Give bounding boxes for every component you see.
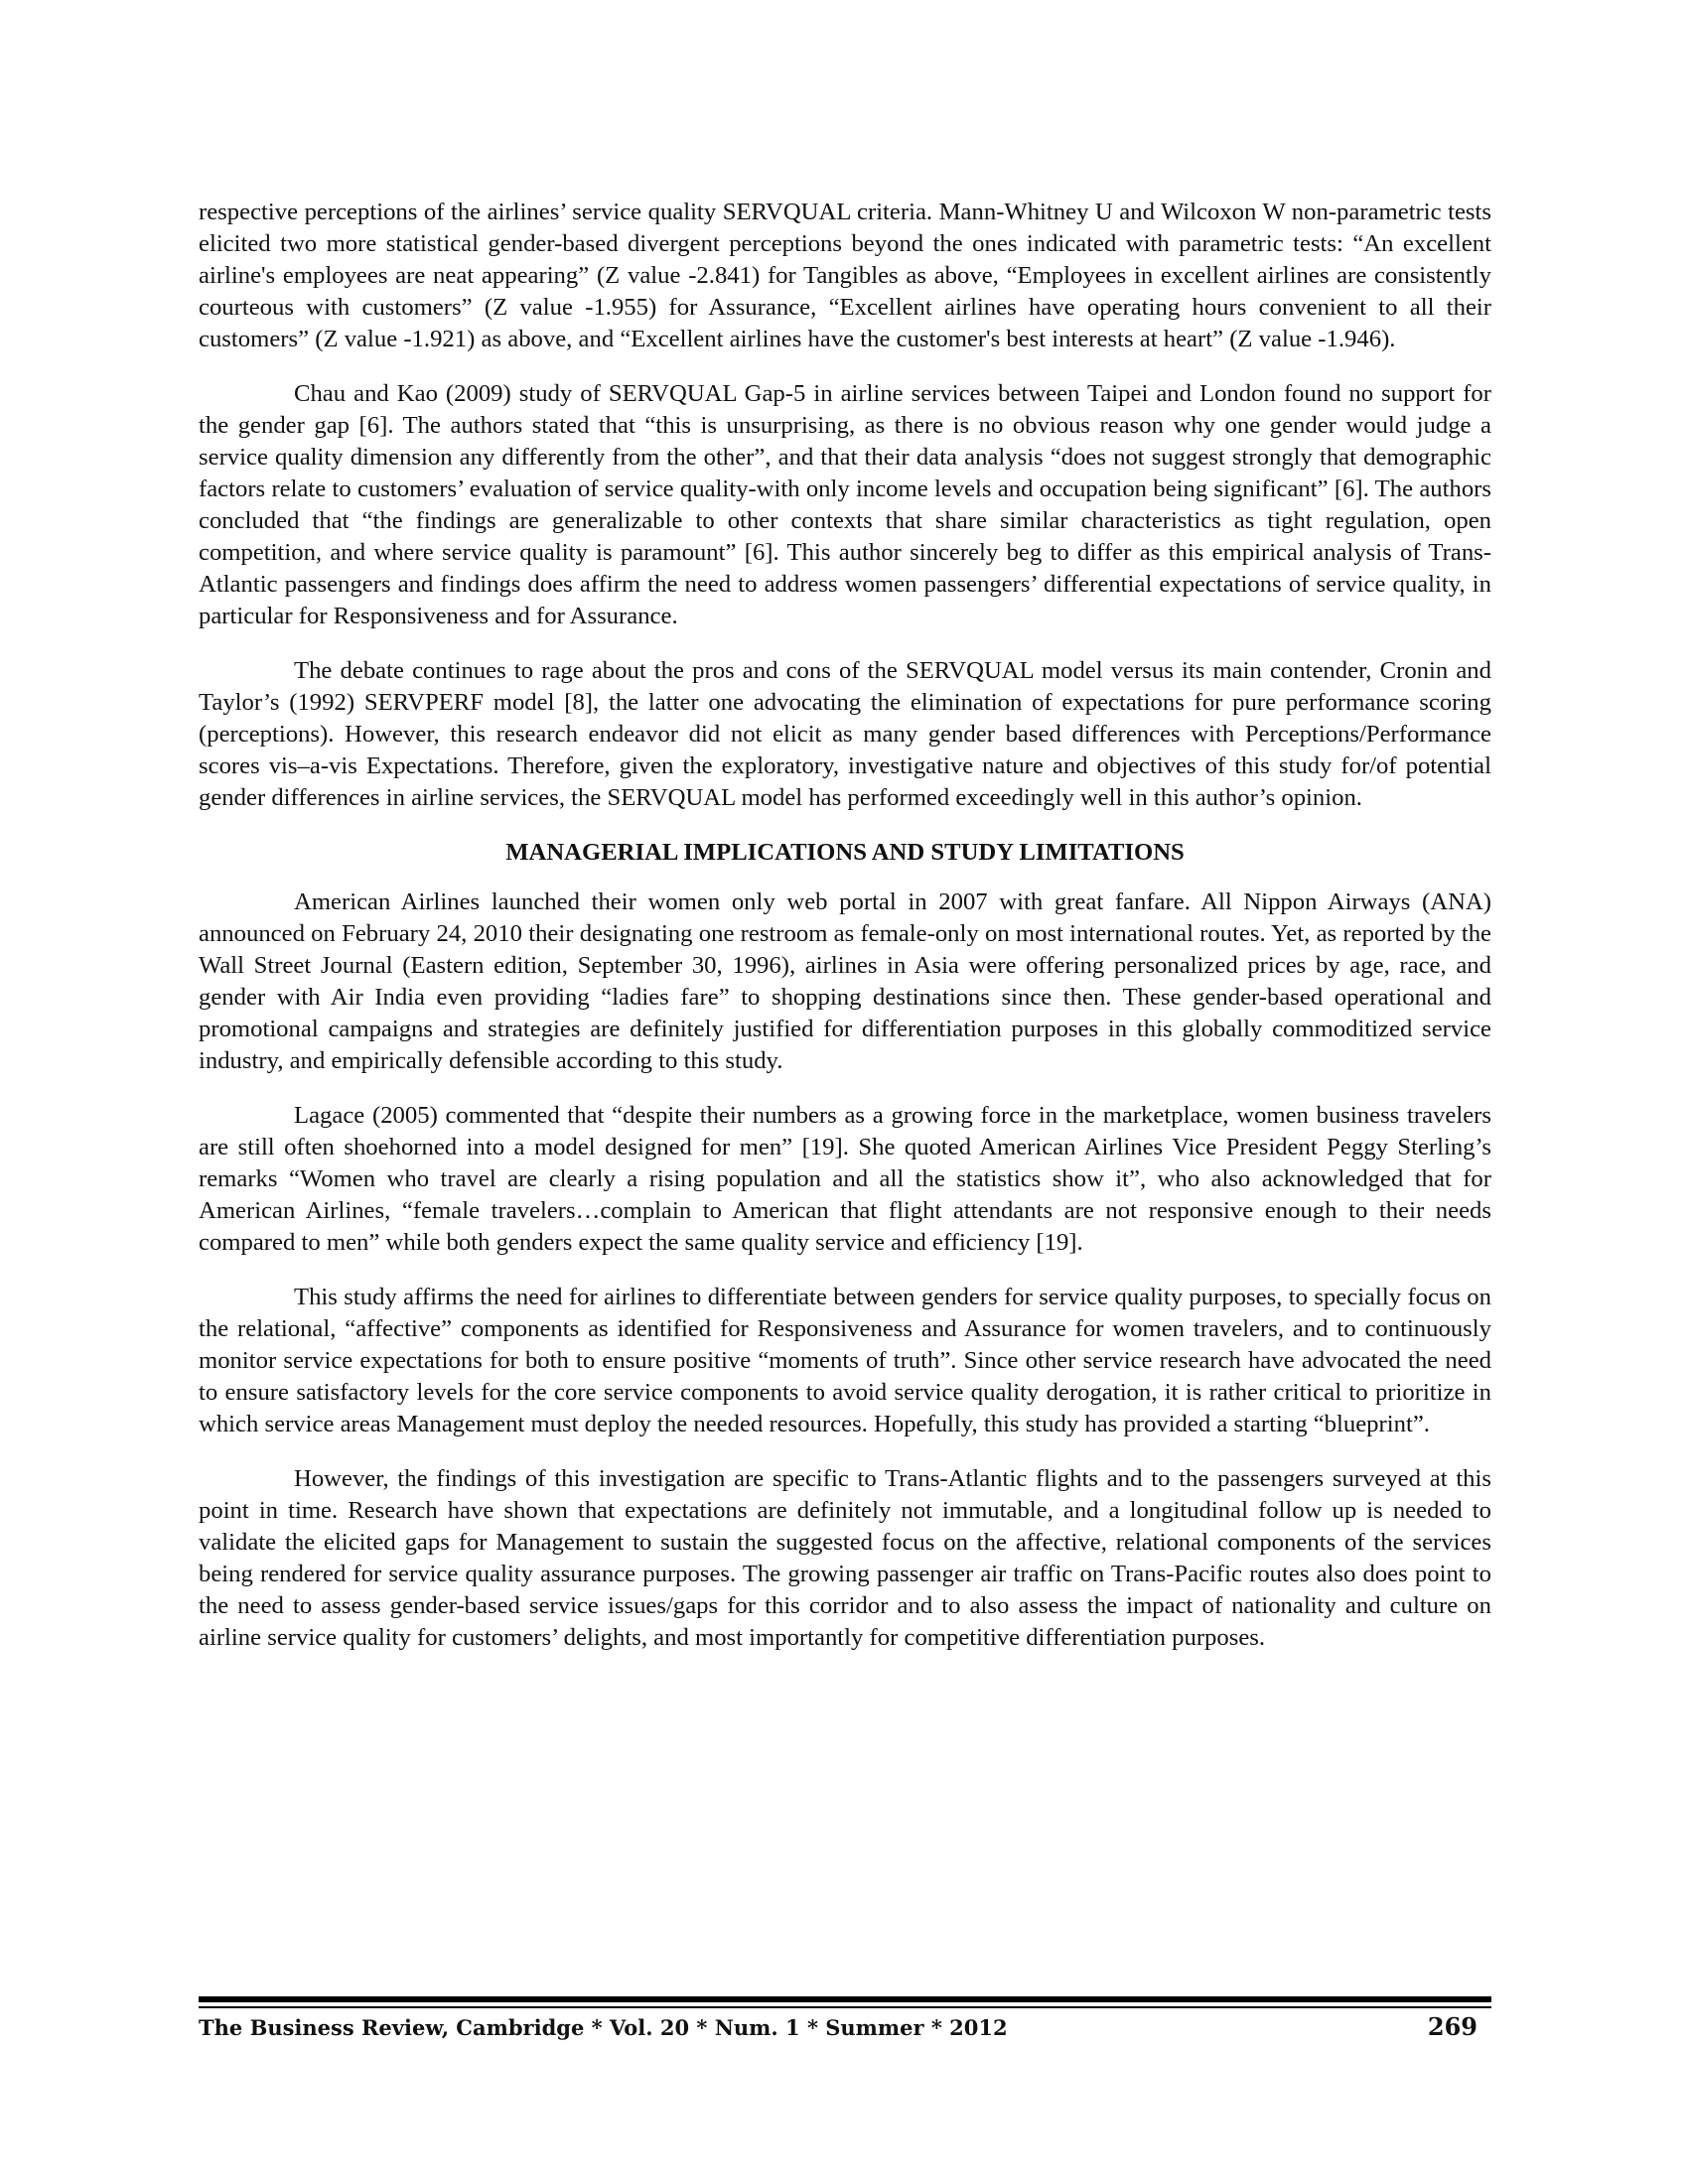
paragraph-chau-kao: Chau and Kao (2009) study of SERVQUAL Gap-5 in airline services between Taipei and London found no support for the gender gap [6]. The authors stated that “this is unsurprising, as there is no obvious reason why one gender would judge a service quality dimension any differently from the other”, and that their data analysis “does not suggest strongly that demographic factors relate to customers’ evaluation of service quality-with only income levels and occupation being significant” [6]. The authors concluded that “the findings are generalizable to other contexts that share similar characteristics as tight regulation, open competition, and where service quality is paramount” [6]. This author sincerely beg to differ as this empirical analysis of Trans-Atlantic passengers and findings does affirm the need to address women passengers’ differential expectations of service quality, in particular for Responsiveness and for Assurance. (199, 380, 1491, 629)
paragraph-study-affirms: This study affirms the need for airlines to differentiate between genders for service quality purposes, to specially focus on the relational, “affective” components as identified for Responsiveness and Assurance for women travelers, and to continuously monitor service expectations for both to ensure positive “moments of truth”. Since other service research have advocated the need to ensure satisfactory levels for the core service components to avoid service quality derogation, it is rather critical to prioritize in which service areas Management must deploy the needed resources. Hopefully, this study has provided a starting “blueprint”. (199, 1284, 1491, 1437)
paragraph-american-airlines: American Airlines launched their women only web portal in 2007 with great fanfare. All Nippon Airways (ANA) announced on February 24, 2010 their designating one restroom as female-only on most international routes. Yet, as reported by the Wall Street Journal (Eastern edition, September 30, 1996), airlines in Asia were offering personalized prices by age, race, and gender with Air India even providing “ladies fare” to shopping destinations since then. These gender-based operational and promotional campaigns and strategies are definitely justified for differentiation purposes in this globally commoditized service industry, and empirically defensible according to this study. (199, 888, 1491, 1074)
page-footer (199, 2012, 1491, 2041)
paragraph-continued: respective perceptions of the airlines’ service quality SERVQUAL criteria. Mann-Whitney U and Wilcoxon W non-parametric tests elicited two more statistical gender-based divergent perceptions beyond the ones indicated with parametric tests: “An excellent airline's employees are neat appearing” (Z value -2.841) for Tangibles as above, “Employees in excellent airlines are consistently courteous with customers” (Z value -1.955) for Assurance, “Excellent airlines have operating hours convenient to all their customers” (Z value -1.921) as above, and “Excellent airlines have the customer's best interests at heart” (Z value -1.946). (199, 199, 1491, 352)
page-number: 269 (1427, 2012, 1477, 2041)
section-heading: MANAGERIAL IMPLICATIONS AND STUDY LIMITATIONS (505, 839, 1185, 866)
article-body (199, 197, 1491, 1677)
footer-rule-thick (199, 1996, 1491, 2002)
footer-rule-thin (199, 2006, 1491, 2008)
paragraph-limitations: However, the findings of this investigation are specific to Trans-Atlantic flights and to the passengers surveyed at this point in time. Research have shown that expectations are definitely not immutable, and a longitudinal follow up is needed to validate the elicited gaps for Management to sustain the suggested focus on the affective, relational components of the services being rendered for service quality assurance purposes. The growing passenger air traffic on Trans-Pacific routes also does point to the need to assess gender-based service issues/gaps for this corridor and to also assess the impact of nationality and culture on airline service quality for customers’ delights, and most importantly for competitive differentiation purposes. (199, 1465, 1491, 1651)
paragraph-lagace: Lagace (2005) commented that “despite their numbers as a growing force in the marketplace, women business travelers are still often shoehorned into a model designed for men” [19]. She quoted American Airlines Vice President Peggy Sterling’s remarks “Women who travel are clearly a rising population and all the statistics show it”, who also acknowledged that for American Airlines, “female travelers…complain to American that flight attendants are not responsive enough to their needs compared to men” while both genders expect the same quality service and efficiency [19]. (199, 1102, 1491, 1256)
paragraph-servperf-debate: The debate continues to rage about the pros and cons of the SERVQUAL model versus its main contender, Cronin and Taylor’s (1992) SERVPERF model [8], the latter one advocating the elimination of expectations for pure performance scoring (perceptions). However, this research endeavor did not elicit as many gender based differences with Perceptions/Performance scores vis–a-vis Expectations. Therefore, given the exploratory, investigative nature and objectives of this study for/of potential gender differences in airline services, the SERVQUAL model has performed exceedingly well in this author’s opinion. (199, 657, 1491, 811)
journal-citation: The Business Review, Cambridge * Vol. 20 * Num. 1 * Summer * 2012 (199, 2015, 1008, 2040)
